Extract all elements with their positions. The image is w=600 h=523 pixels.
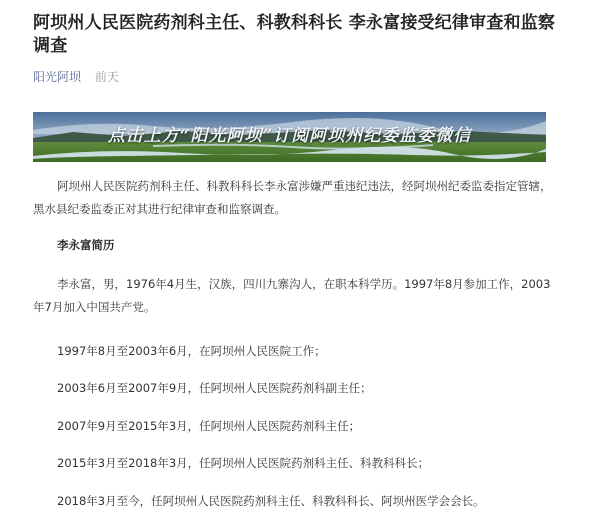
- account-name-link[interactable]: 阳光阿坝: [33, 70, 82, 84]
- career-item: 2018年3月至今，任阿坝州人民医院药剂科主任、科教科科长、阿坝州医学会会长。: [57, 494, 485, 508]
- career-item: 2003年6月至2007年9月，任阿坝州人民医院药剂科副主任；: [57, 381, 372, 395]
- bio-paragraph: 李永富，男，1976年4月生，汉族，四川九寨沟人，在职本科学历。1997年8月参加工作，2003年7月加入中国共产党。: [33, 277, 551, 314]
- career-item: 2007年9月至2015年3月，任阿坝州人民医院药剂科主任；: [57, 419, 361, 433]
- intro-paragraph: 阿坝州人民医院药剂科主任、科教科科长李永富涉嫌严重违纪违法，经阿坝州纪委监委指定管辖，黑水县纪委监委正对其进行纪律审查和监察调查。: [33, 179, 552, 216]
- subscribe-banner-text: 点击上方“阳光阿坝”订阅阿坝州纪委监委微信: [107, 126, 472, 146]
- article-title: 阿坝州人民医院药剂科主任、科教科科长 李永富接受纪律审查和监察调查: [33, 13, 556, 56]
- article-meta: [33, 69, 119, 85]
- career-item: 2015年3月至2018年3月，任阿坝州人民医院药剂科主任、科教科科长；: [57, 456, 430, 470]
- career-item: 1997年8月至2003年6月，在阿坝州人民医院工作；: [57, 344, 326, 358]
- resume-heading: 李永富简历: [57, 238, 115, 252]
- publish-time: 前天: [94, 70, 119, 84]
- subscribe-banner[interactable]: [33, 112, 546, 162]
